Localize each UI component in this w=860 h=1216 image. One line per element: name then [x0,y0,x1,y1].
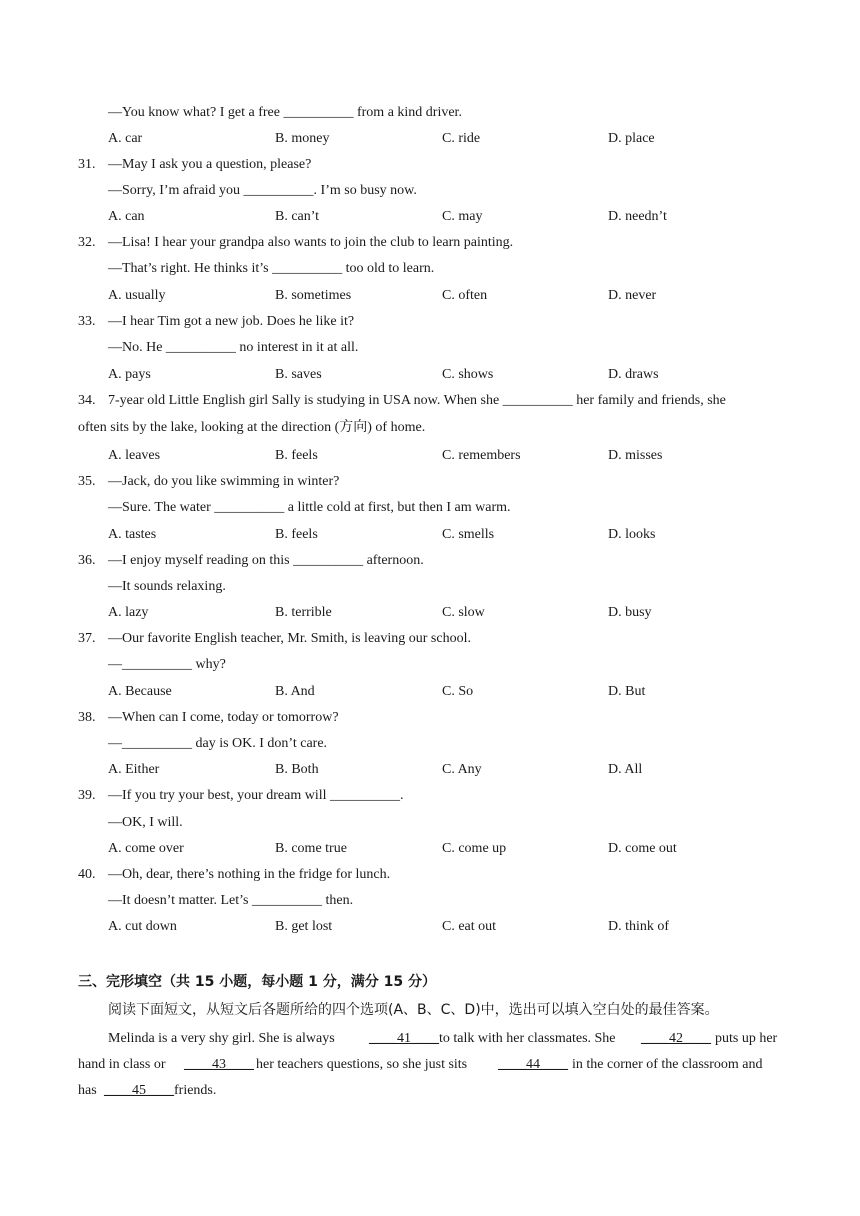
option-b: B. terrible [275,605,332,620]
q30-option-a: A. car [108,131,143,146]
question-line-1: —Lisa! I hear your grandpa also wants to join the club to learn painting. [108,235,514,250]
question-number: 38. [78,710,96,725]
question-line-1: —Jack, do you like swimming in winter? [108,474,340,489]
question-line-2: —__________ day is OK. I don’t care. [108,736,328,751]
question-line-1: —I hear Tim got a new job. Does he like it? [108,314,355,329]
q30-option-c: C. ride [442,131,481,146]
blank-43: ____43____ [184,1057,254,1072]
question-number: 34. [78,393,96,408]
blank-41: ____41____ [369,1031,439,1046]
option-a: A. can [108,209,145,224]
question-number: 40. [78,867,96,882]
question-line-2: often sits by the lake, looking at the direction (方向) of home. [78,420,426,435]
option-c: C. So [442,684,474,699]
passage-text: to talk with her classmates. She [439,1031,616,1046]
blank-45: ____45____ [104,1083,174,1098]
question-number: 37. [78,631,96,646]
option-d: D. draws [608,367,659,382]
option-c: C. often [442,288,488,303]
option-c: C. shows [442,367,494,382]
option-d: D. never [608,288,657,303]
passage-text: her teachers questions, so she just sits [256,1057,468,1072]
question-number: 39. [78,788,96,803]
option-a: A. cut down [108,919,177,934]
option-c: C. smells [442,527,495,542]
question-line-2: —It doesn’t matter. Let’s __________ then. [108,893,354,908]
option-d: D. All [608,762,643,777]
option-b: B. feels [275,527,318,542]
option-d: D. come out [608,841,677,856]
question-number: 33. [78,314,96,329]
option-c: C. come up [442,841,507,856]
option-d: D. But [608,684,646,699]
option-b: B. And [275,684,315,699]
question-line-1: —Oh, dear, there’s nothing in the fridge for lunch. [108,867,391,882]
question-line-2: —Sorry, I’m afraid you __________. I’m so busy now. [108,183,417,198]
question-line-1: —When can I come, today or tomorrow? [108,710,339,725]
question-line-1: —I enjoy myself reading on this __________ afternoon. [108,553,424,568]
q30-stem: —You know what? I get a free __________ from a kind driver. [108,105,462,120]
question-number: 32. [78,235,96,250]
section-instruction: 阅读下面短文，从短文后各题所给的四个选项(A、B、C、D)中，选出可以填入空白处的最佳答案。 [108,1002,719,1018]
blank-42: ____42____ [641,1031,711,1046]
passage-text: puts up her [715,1031,778,1046]
question-line-2: —It sounds relaxing. [108,579,226,594]
passage-text: friends. [174,1083,217,1098]
passage-text: in the corner of the classroom and [572,1057,763,1072]
blank-44: ____44____ [498,1057,568,1072]
passage-text: Melinda is a very shy girl. She is always [108,1031,335,1046]
option-a: A. tastes [108,527,157,542]
option-c: C. slow [442,605,485,620]
question-line-1: —If you try your best, your dream will __________. [108,788,404,803]
question-line-2: —OK, I will. [108,815,183,830]
option-b: B. get lost [275,919,333,934]
option-b: B. saves [275,367,322,382]
option-a: A. pays [108,367,151,382]
option-d: D. think of [608,919,670,934]
q30-option-b: B. money [275,131,330,146]
passage-text: hand in class or [78,1057,166,1072]
option-b: B. come true [275,841,347,856]
option-b: B. Both [275,762,319,777]
option-c: C. Any [442,762,482,777]
question-line-2: —No. He __________ no interest in it at all. [108,340,359,355]
option-a: A. usually [108,288,166,303]
option-b: B. can’t [275,209,320,224]
question-line-2: —__________ why? [108,657,226,672]
option-c: C. eat out [442,919,497,934]
question-number: 36. [78,553,96,568]
option-c: C. remembers [442,448,521,463]
question-line-1: 7-year old Little English girl Sally is studying in USA now. When she __________ her family and friends, she [108,393,726,408]
option-d: D. misses [608,448,663,463]
option-a: A. Because [108,684,172,699]
option-d: D. needn’t [608,209,667,224]
option-a: A. leaves [108,448,161,463]
question-line-1: —May I ask you a question, please? [108,157,312,172]
option-d: D. busy [608,605,652,620]
option-b: B. feels [275,448,318,463]
option-b: B. sometimes [275,288,352,303]
section-title: 三、完形填空（共 15 小题，每小题 1 分，满分 15 分） [78,974,436,990]
question-number: 35. [78,474,96,489]
passage-text: has [78,1083,97,1098]
q30-option-d: D. place [608,131,655,146]
option-d: D. looks [608,527,656,542]
option-a: A. lazy [108,605,149,620]
question-line-1: —Our favorite English teacher, Mr. Smith, is leaving our school. [108,631,471,646]
question-line-2: —That’s right. He thinks it’s __________ too old to learn. [108,261,435,276]
option-c: C. may [442,209,483,224]
option-a: A. come over [108,841,184,856]
question-number: 31. [78,157,96,172]
option-a: A. Either [108,762,160,777]
question-line-2: —Sure. The water __________ a little cold at first, but then I am warm. [108,500,511,515]
